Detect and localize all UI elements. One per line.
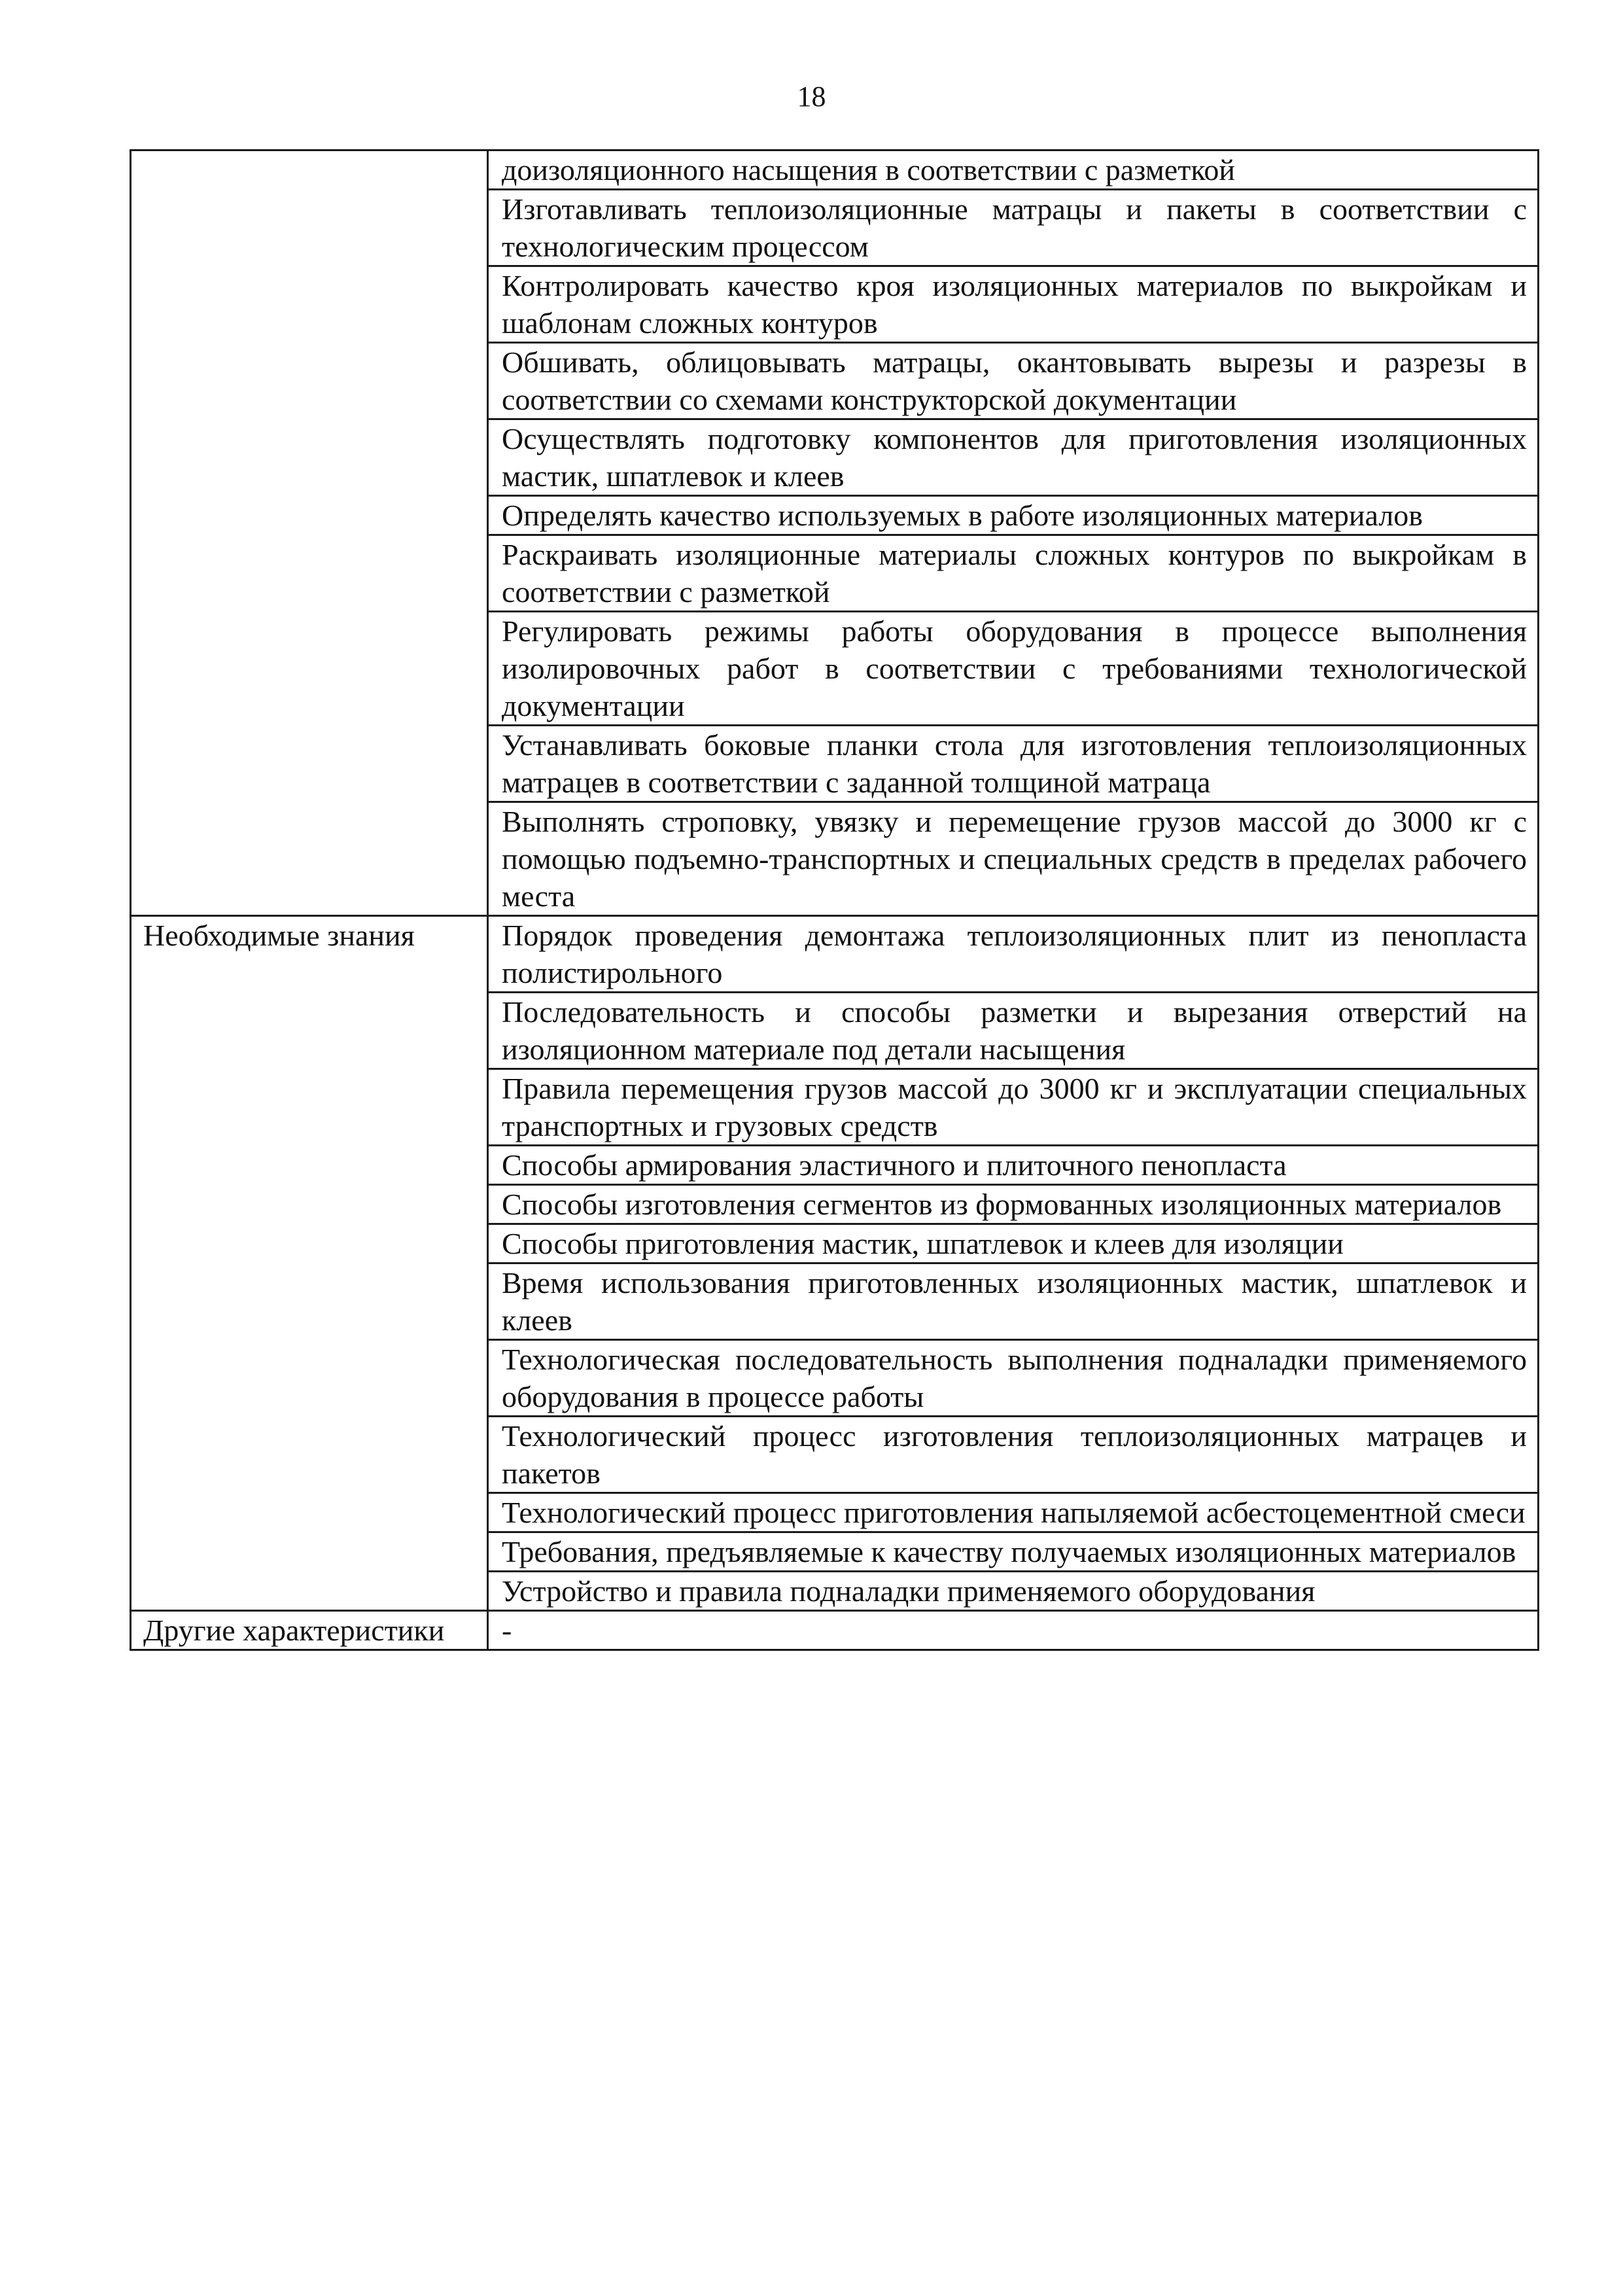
section-label: Другие характеристики <box>131 1611 488 1650</box>
requirement-item: Технологическая последовательность выполнения подналадки применяемого оборудования в процессе работы <box>488 1340 1539 1417</box>
requirement-item: Раскраивать изоляционные материалы сложных контуров по выкройкам в соответствии с разметкой <box>488 535 1539 612</box>
requirement-item: Выполнять строповку, увязку и перемещение грузов массой до 3000 кг с помощью подъемно-транспортных и специальных средств в пределах рабочего места <box>488 802 1539 916</box>
requirement-item: Технологический процесс приготовления напыляемой асбестоцементной смеси <box>488 1493 1539 1532</box>
requirement-item: Контролировать качество кроя изоляционных материалов по выкройкам и шаблонам сложных контуров <box>488 266 1539 343</box>
section-label <box>131 150 488 916</box>
requirement-item: Технологический процесс изготовления теплоизоляционных матрацев и пакетов <box>488 1417 1539 1493</box>
table-row <box>131 916 1539 993</box>
table-row <box>131 150 1539 190</box>
requirement-item: Время использования приготовленных изоляционных мастик, шпатлевок и клеев <box>488 1263 1539 1340</box>
requirement-item: Способы армирования эластичного и плиточного пенопласта <box>488 1146 1539 1185</box>
requirement-item: Осуществлять подготовку компонентов для приготовления изоляционных мастик, шпатлевок и клеев <box>488 419 1539 496</box>
requirement-item: Способы изготовления сегментов из формованных изоляционных материалов <box>488 1185 1539 1224</box>
requirement-item: Требования, предъявляемые к качеству получаемых изоляционных материалов <box>488 1532 1539 1572</box>
characteristics-table <box>130 149 1539 1651</box>
requirement-item: Способы приготовления мастик, шпатлевок и клеев для изоляции <box>488 1224 1539 1263</box>
table-row <box>131 1611 1539 1650</box>
page-number: 18 <box>797 80 826 113</box>
requirement-item: Устройство и правила подналадки применяемого оборудования <box>488 1572 1539 1611</box>
requirement-item: - <box>488 1611 1539 1650</box>
section-label: Необходимые знания <box>131 916 488 1611</box>
requirement-item: Правила перемещения грузов массой до 3000 кг и эксплуатации специальных транспортных и грузовых средств <box>488 1069 1539 1146</box>
requirement-item: Устанавливать боковые планки стола для изготовления теплоизоляционных матрацев в соответствии с заданной толщиной матраца <box>488 726 1539 802</box>
requirement-item: Регулировать режимы работы оборудования в процессе выполнения изолировочных работ в соответствии с требованиями технологической документации <box>488 612 1539 726</box>
requirement-item: доизоляционного насыщения в соответствии с разметкой <box>488 150 1539 190</box>
requirement-item: Изготавливать теплоизоляционные матрацы и пакеты в соответствии с технологическим процессом <box>488 190 1539 266</box>
requirement-item: Порядок проведения демонтажа теплоизоляционных плит из пенопласта полистирольного <box>488 916 1539 993</box>
requirement-item: Обшивать, облицовывать матрацы, окантовывать вырезы и разрезы в соответствии со схемами конструкторской документации <box>488 343 1539 419</box>
requirement-item: Последовательность и способы разметки и вырезания отверстий на изоляционном материале под детали насыщения <box>488 993 1539 1069</box>
requirement-item: Определять качество используемых в работе изоляционных материалов <box>488 496 1539 535</box>
